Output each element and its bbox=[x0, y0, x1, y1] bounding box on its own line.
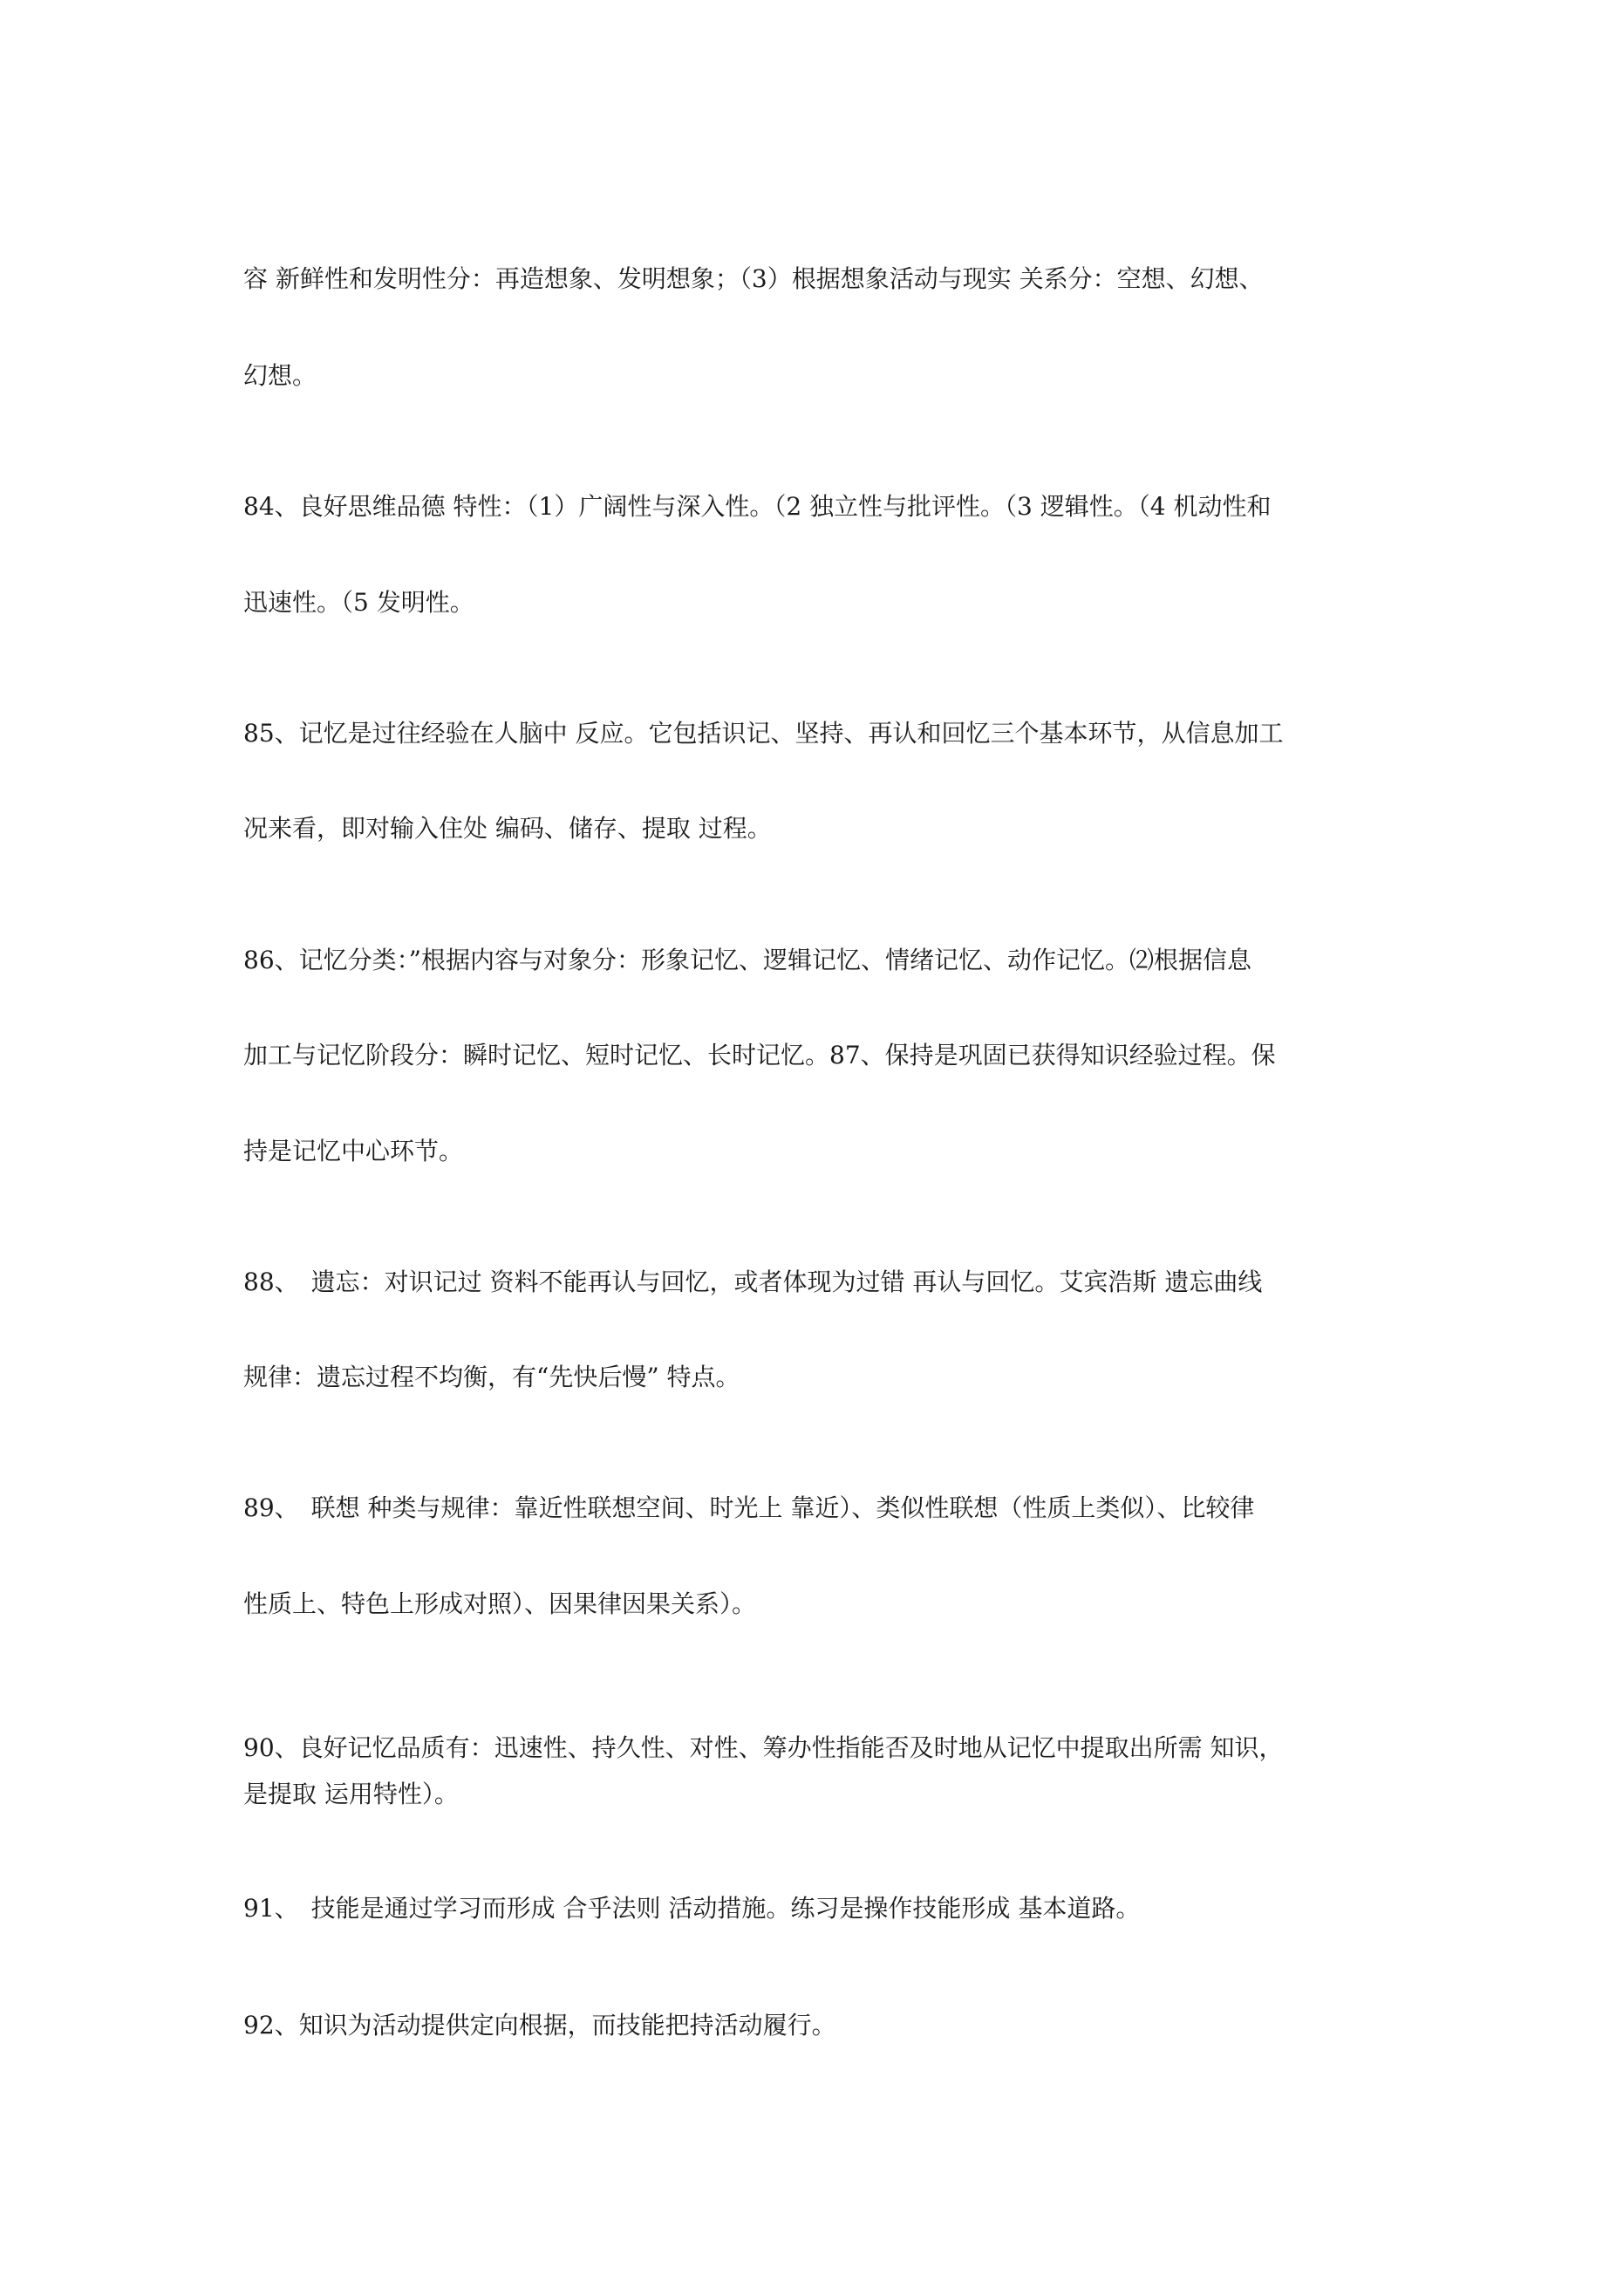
text-line: 86、记忆分类：”根据内容与对象分：形象记忆、逻辑记忆、情绪记忆、动作记忆。⑵根据信息 bbox=[243, 946, 1251, 974]
text-line: 规律：遗忘过程不均衡，有“先快后慢” 特点。 bbox=[243, 1363, 740, 1391]
text-line: 90、良好记忆品质有：迅速性、持久性、对性、筹办性指能否及时地从记忆中提取出所需 知识， bbox=[243, 1733, 1284, 1762]
text-line: 迅速性。（5 发明性。 bbox=[243, 588, 474, 617]
text-line: 况来看，即对输入住处 编码、储存、提取 过程。 bbox=[243, 814, 772, 843]
text-line: 91、 技能是通过学习而形成 合乎法则 活动措施。练习是操作技能形成 基本道路。 bbox=[243, 1894, 1141, 1923]
text-line: 幻想。 bbox=[243, 361, 317, 390]
text-line: 是提取 运用特性）。 bbox=[243, 1780, 459, 1808]
text-line: 容 新鲜性和发明性分：再造想象、发明想象；（3）根据想象活动与现实 关系分：空想、幻想、 bbox=[243, 264, 1264, 293]
text-line: 88、 遗忘：对识记过 资料不能再认与回忆，或者体现为过错 再认与回忆。艾宾浩斯 遗忘曲线 bbox=[243, 1268, 1263, 1296]
text-line: 84、良好思维品德 特性：（1）广阔性与深入性。（2 独立性与批评性。（3 逻辑性。（4 机动性和 bbox=[243, 492, 1272, 521]
text-line: 性质上、特色上形成对照）、因果律因果关系）。 bbox=[243, 1589, 757, 1618]
text-line: 加工与记忆阶段分：瞬时记忆、短时记忆、长时记忆。87、保持是巩固已获得知识经验过程。保 bbox=[243, 1041, 1276, 1069]
text-line: 92、知识为活动提供定向根据，而技能把持活动履行。 bbox=[243, 2011, 836, 2040]
text-line: 85、记忆是过往经验在人脑中 反应。它包括识记、坚持、再认和回忆三个基本环节，从信息加工 bbox=[243, 719, 1284, 748]
text-line: 89、 联想 种类与规律：靠近性联想空间、时光上 靠近）、类似性联想（性质上类似）、比较律 bbox=[243, 1493, 1255, 1522]
text-line: 持是记忆中心环节。 bbox=[243, 1137, 464, 1165]
